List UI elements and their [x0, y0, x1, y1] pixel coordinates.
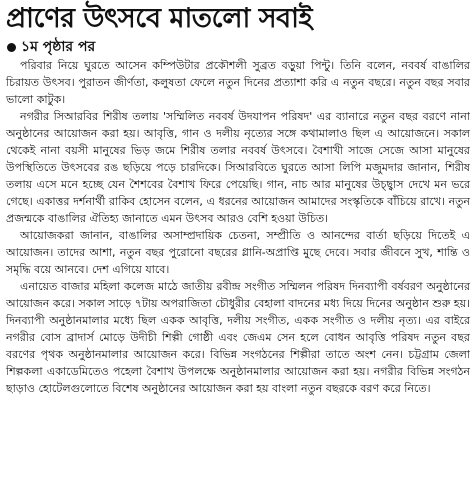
bullet-icon: [7, 43, 16, 52]
continued-from-label: ১ম পৃষ্ঠার পর: [21, 39, 96, 55]
article-paragraph: পরিবার নিয়ে ঘুরতে আসেন কম্পিউটার প্রকৌশলী সুব্রত বড়ুয়া পিন্টু। তিনি বলেন, নববর্ষ বাঙালির চিরায়ত উৎসব। পুরাতন জীর্ণতা, কলুষতা ফেলে নতুন দিনের প্রত্যাশা করি এ নতুন বছরে। নতুন বছর সবার ভালো কাটুক।: [6, 59, 470, 106]
article-paragraph: নগরীর সিআরবির শিরীষ তলায় 'সম্মিলিত নববর্ষ উদযাপন পরিষদ' এর ব্যানারে নতুন বছর বরণে নানা অনুষ্ঠানের আয়োজন করা হয়। আবৃত্তি, গান ও দলীয় নৃত্যের সঙ্গে কথামালাও ছিল এ আয়োজনে। সকাল থেকেই নানা বয়সী মানুষের ভিড় জমে শিরীষ তলার নববর্ষ উৎসবে। বৈশাখী সাজে সেজে আসা মানুষের উপস্থিতিতে উৎসবের রঙ ছড়িয়ে পড়ে চারদিকে। সিআরবিতে ঘুরতে আসা লিপি মজুমদার জানান, শিরীষ তলায় এসে মনে হচ্ছে যেন শৈশবের বৈশাখ ফিরে পেয়েছি। গান, নাচ আর মানুষের উচ্ছ্বাস দেখে মন ভরে গেছে। একাত্তর দর্শনার্থী রাকিব হোসেন বলেন, এ ধরনের আয়োজন আমাদের সংস্কৃতিকে বাঁচিয়ে রাখে। নতুন প্রজন্মকে বাঙালির ঐতিহ্য জানাতে এমন উৎসব আরও বেশি হওয়া উচিত।: [6, 110, 470, 225]
continued-from-line: [6, 38, 470, 56]
article-headline: প্রাণের উৎসবে মাতলো সবাই: [6, 3, 312, 34]
article-body: [6, 57, 470, 397]
article-paragraph: এনায়েত বাজার মহিলা কলেজ মাঠে জাতীয় রবীন্দ্র সংগীত সম্মিলন পরিষদ দিনব্যাপী বর্ষবরণ অনুষ্ঠানের আয়োজন করে। সকাল সাড়ে ৭টায় অপরাজিতা চৌধুরীর বেহালা বাদনের মধ্য দিয়ে দিনের অনুষ্ঠান শুরু হয়। দিনব্যাপী অনুষ্ঠানমালার মধ্যে ছিল একক আবৃত্তি, দলীয় সংগীত, একক সংগীত ও দলীয় নৃত্য। এর বাইরে নগরীর বোস ব্রাদার্স মোড়ে উদীচী শিল্পী গোষ্ঠী এবং জেএম সেন হলে বোধন আবৃত্তি পরিষদ নতুন বছর বরণের পৃথক অনুষ্ঠানমালার আয়োজন করে। বিভিন্ন সংগঠনের শিল্পীরা তাতে অংশ নেন। চট্টগ্রাম জেলা শিল্পকলা একাডেমিতেও পহেলা বৈশাখ উপলক্ষে অনুষ্ঠানমালার আয়োজন করা হয়। নগরীর বিভিন্ন সংগঠন ছাড়াও হোটেলগুলোতে বিশেষ অনুষ্ঠানের আয়োজন করা হয় বাংলা নতুন বছরকে বরণ করে নিতে।: [6, 280, 470, 395]
article-paragraph: আয়োজকরা জানান, বাঙালির অসাম্প্রদায়িক চেতনা, সম্প্রীতি ও আনন্দের বার্তা ছড়িয়ে দিতেই এ আয়োজন। তাদের আশা, নতুন বছর পুরোনো বছরের গ্লানি-অপ্রাপ্তি মুছে দেবে। সবার জীবনে সুখ, শান্তি ও সমৃদ্ধি বয়ে আনবে। দেশ এগিয়ে যাবে।: [6, 229, 470, 276]
